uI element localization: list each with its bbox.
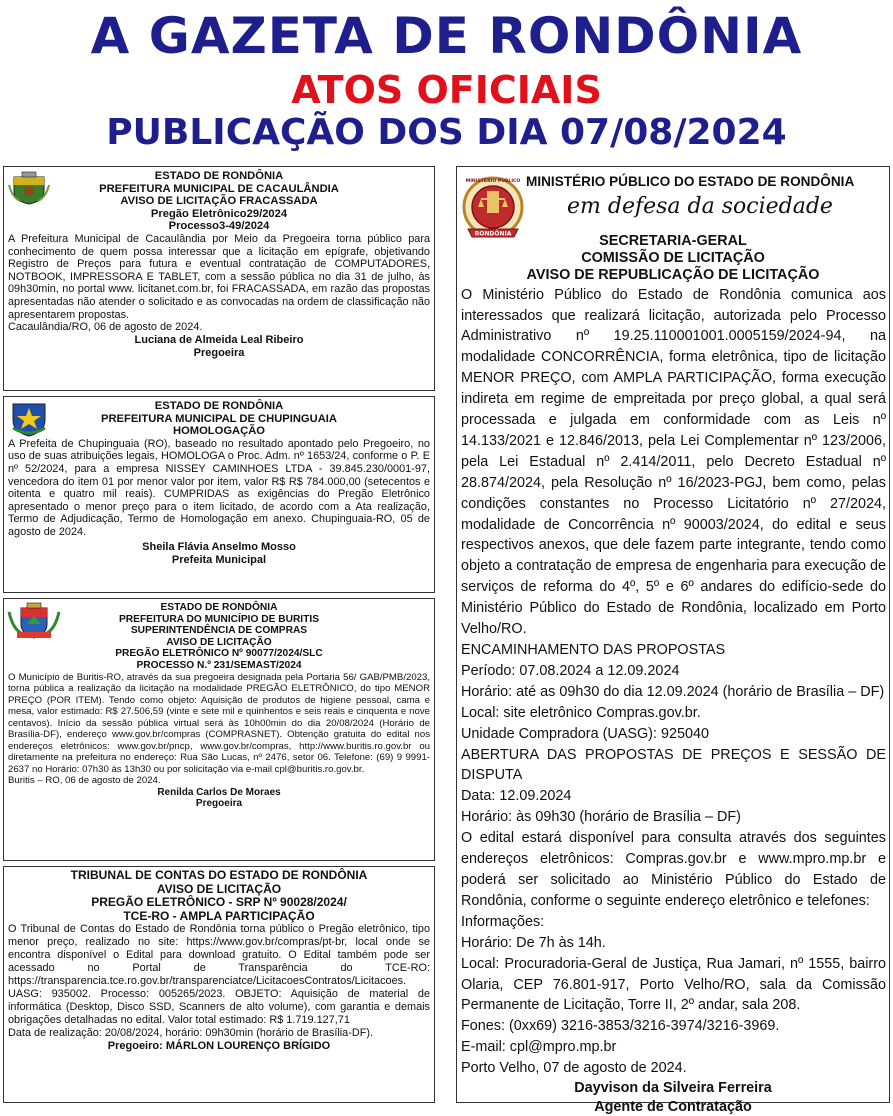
signer-name: Pregoeiro: MÁRLON LOURENÇO BRÍGIDO [107,1039,331,1052]
state-heading: ESTADO DE RONDÔNIA [154,170,284,182]
participation-heading: TCE-RO - AMPLA PARTICIPAÇÃO [123,908,315,923]
horario-line: Horário: até as 09h30 do dia 12.09.2024 (horário de Brasília – DF) [461,683,885,700]
notice-tce [3,866,435,1103]
signer-role: Pregoeira [193,346,245,359]
signer-name: Sheila Flávia Anselmo Mosso [142,540,296,553]
notice-heading: AVISO DE LICITAÇÃO [156,881,282,896]
info-local: Local: Procuradoria-Geral de Justiça, Rua Jamari, nº 1555, bairro Olaria, CEP 76.801-917, Porto Velho/RO, sala da Comissão Permanente de Licitação, Torre II, 2º andar, sala 208. [461,955,886,1014]
process-number: Processo3-49/2024 [168,220,270,233]
notice-heading: AVISO DE LICITAÇÃO FRACASSADA [120,195,318,208]
department-heading: SUPERINTENDÊNCIA DE COMPRAS [130,625,308,637]
pregao-number: PREGÃO ELETRÔNICO - SRP Nº 90028/2024/ [91,895,347,910]
seal-ring-text: MINISTÉRIO PÚBLICO [465,179,521,184]
publication-date: PUBLICAÇÃO DOS DIA 07/08/2024 [106,112,787,153]
entity-heading: PREFEITURA MUNICIPAL DE CHUPINGUAIA [101,412,337,425]
horario-sessao-line: Horário: às 09h30 (horário de Brasília – DF) [461,809,741,826]
entity-heading: PREFEITURA DO MUNICÍPIO DE BURITIS [119,613,319,625]
session-date: Data de realização: 20/08/2024, horário: 09h30min (horário de Brasília-DF). [8,1026,374,1039]
section-encaminhamento: ENCAMINHAMENTO DAS PROPOSTAS [461,642,726,659]
cacaulandia-coat-of-arms-icon [8,171,50,205]
notice-cacaulandia [3,166,435,391]
notice-ministerio-publico [456,166,890,1115]
signer-name: Dayvison da Silveira Ferreira [574,1080,772,1097]
uasg-line: Unidade Compradora (UASG): 925040 [461,725,709,742]
notice-heading: HOMOLOGAÇÃO [173,425,265,438]
newspaper-title: A GAZETA DE RONDÔNIA [90,7,803,65]
state-heading: ESTADO DE RONDÔNIA [154,400,284,412]
masthead [0,0,893,160]
place-date: Cacaulândia/RO, 06 de agosto de 2024. [8,321,203,334]
state-heading: ESTADO DE RONDÔNIA [160,602,278,613]
notice-heading: AVISO DE REPUBLICAÇÃO DE LICITAÇÃO [526,267,820,284]
notice-body: O Ministério Público do Estado de Rondônia comunica aos interessados que realizará licitação, autorizada pelo Processo Administrativo nº 19.25.110001001.0005159/2024-94, na modalidade CONCORRÊNCIA, forma eletrônica, tipo de licitação MENOR PREÇO, com AMPLA PARTICIPAÇÃO, forma execução indireta em regime de empreitada por preço global, a qual será processada e julgada em conformidade com as Leis nº 14.133/2021 e 12.846/2013, pela Lei Complementar nº 123/2006, pela Lei Estadual nº 2.414/2011, pelo Decreto Estadual nº 28.874/2024, pela Resolução nº 16/2023-PGJ, bem como, pelas condições constantes no Processo Licitatório nº 27/2024, modalidade de Concorrência nº 90003/2024, do edital e seus respectivos anexos, que dele fazem parte integrante, tendo como objeto a contratação de empresa de engenharia para execução de serviços de reforma do 4º, 5º e 6º andares do edifício-sede do Ministério Público do Estado de Rondônia, localizado em Porto Velho/RO. [461,286,886,638]
place-date: Buritis – RO, 06 de agosto de 2024. [8,775,161,787]
notice-body: O Tribunal de Contas do Estado de Rondônia torna público o Pregão eletrônico, tipo menor preço, realizado no site: https://www.gov.br/compras/pt-br, local onde se encontra disponível o Edital para download gratuito. O Edital também pode ser acessado no Portal de Transparência do TCE-RO: https://transparencia.tce.ro.gov.br/transparenciatce/LicitacoesContratos/Licitacoes. [8,923,430,987]
notice-body: A Prefeitura Municipal de Cacaulândia por Meio da Pregoeira torna público para conhecimento de quem possa interessar que a licitação em epígrafe, objetivando Registro de Preços para futura e eventual contratação de COMPUTADORES, NOTBOOK, IMPRESSORA E TABLET, com a sessão pública no dia 31 de julho, às 09h30min, no portal www. licitanet.com.br, foi FRACASSADA, em razão das propostas apresentadas não atender o solicitado e as convocadas na ordem de classificação não apresentarem propostas. [8,232,430,321]
secretaria-heading: SECRETARIA-GERAL [599,233,747,249]
notice-object: UASG: 935002. Processo: 005265/2023. OBJETO: Aquisição de material de informática (Desktop, Disco SSD, Scanners de alto volume), com garantia e demais obrigações detalhadas no edital. Valor total estimado: R$ 1.719.127,71 [8,987,430,1026]
signer-role: Agente de Contratação [594,1098,752,1115]
notice-chupinguaia [3,396,435,593]
mp-slogan: em defesa da sociedade [567,194,833,219]
place-date: Porto Velho, 07 de agosto de 2024. [461,1060,687,1077]
comissao-heading: COMISSÃO DE LICITAÇÃO [581,250,765,267]
signer-role: Prefeita Municipal [171,553,267,566]
edital-paragraph: O edital estará disponível para consulta através dos seguintes endereços eletrônicos: Compras.gov.br e www.mpro.mp.br e poderá ser solicitado ao Ministério Público do Estado de Rondônia, conforme o seguinte endereço eletrônico e telefones: [461,830,886,909]
periodo-line: Período: 07.08.2024 a 12.09.2024 [461,662,680,679]
pregao-number: PREGÃO ELETRÔNICO Nº 90077/2024/SLC [115,648,323,660]
local-line: Local: site eletrônico Compras.gov.br. [461,704,701,721]
section-title: ATOS OFICIAIS [291,68,602,112]
info-heading: Informações: [461,913,545,930]
notice-body: O Município de Buritis-RO, através da sua pregoeira designada pela Portaria 56/ GAB/PMB/2023, torna pública a realização da licitação na modalidade PREGÃO ELETRÔNICO, do tipo MENOR PREÇO (POR ITEM). Tendo como objeto: Aquisição de produtos de higiene pessoal, cama e mesa, valor estimado: R$ 27.506,59 (vinte e sete mil e quinhentos e seis reais e cinquenta e nove centavos). Início da sessão pública virtual será às 10h00min do dia 20/08/2024 (Horário de Brasília-DF), endereço www.gov.br/compras (COMPRASNET). Obtenção gratuita do edital nos endereços eletrônicos: www.gov.br/pncp, www.gov.br/compras, http://www.buritis.ro.gov.br ou diretamente na prefeitura no endereço: Rua São Lucas, nº 2476, setor 06. Telefone: (69) 9 9991-2637 no Horário: 07h30 às 13h30 ou por solicitação via e-mail cpl@buritis.ro.gov.br. [8,671,430,775]
section-abertura: ABERTURA DAS PROPOSTAS DE PREÇOS E SESSÃO DE DISPUTA [461,746,886,784]
email-line: E-mail: cpl@mpro.mp.br [461,1039,617,1056]
seal-ribbon-text: RONDÔNIA [474,230,512,238]
process-number: PROCESSO N.º 231/SEMAST/2024 [136,659,302,671]
data-line: Data: 12.09.2024 [461,788,572,805]
info-hours: Horário: De 7h às 14h. [461,934,606,951]
notice-heading: AVISO DE LICITAÇÃO [166,636,272,648]
entity-heading: TRIBUNAL DE CONTAS DO ESTADO DE RONDÔNIA [70,868,368,882]
notice-buritis [3,598,435,861]
fones-line: Fones: (0xx69) 3216-3853/3216-3974/3216-3969. [461,1018,780,1035]
mp-title: MINISTÉRIO PÚBLICO DO ESTADO DE RONDÔNIA [526,174,855,189]
signer-name: Renilda Carlos De Moraes [157,786,281,798]
signer-name: Luciana de Almeida Leal Ribeiro [134,333,304,346]
pregao-number: Pregão Eletrônico29/2024 [150,207,288,220]
notice-body: A Prefeita de Chupinguaia (RO), baseado no resultado apontado pelo Pregoeiro, no uso de suas atribuições legais, HOMOLOGA o Proc. Adm. nº 1653/24, conforme o P. E nº 52/2024, para a empresa NISSEY CAMINHOES LTDA - 39.845.230/0001-97, vencedora do item 01 por menor valor por item, valor R$ R$ 784.000,00 (setecentos e oitenta e quatro mil reais). CUMPRIDAS as exigências do Pregão Eletrônico apresentado o menor preço para o item licitado, de acordo com a Ata realização, Termo de Adjudicação, Termo de Homologação em anexo. Chupinguaia-RO, 05 de agosto de 2024. [8,437,430,538]
entity-heading: PREFEITURA MUNICIPAL DE CACAULÂNDIA [99,182,339,195]
signer-role: Pregoeira [195,798,243,810]
buritis-coat-of-arms-icon [7,602,61,640]
chupinguaia-coat-of-arms-icon [9,400,49,438]
